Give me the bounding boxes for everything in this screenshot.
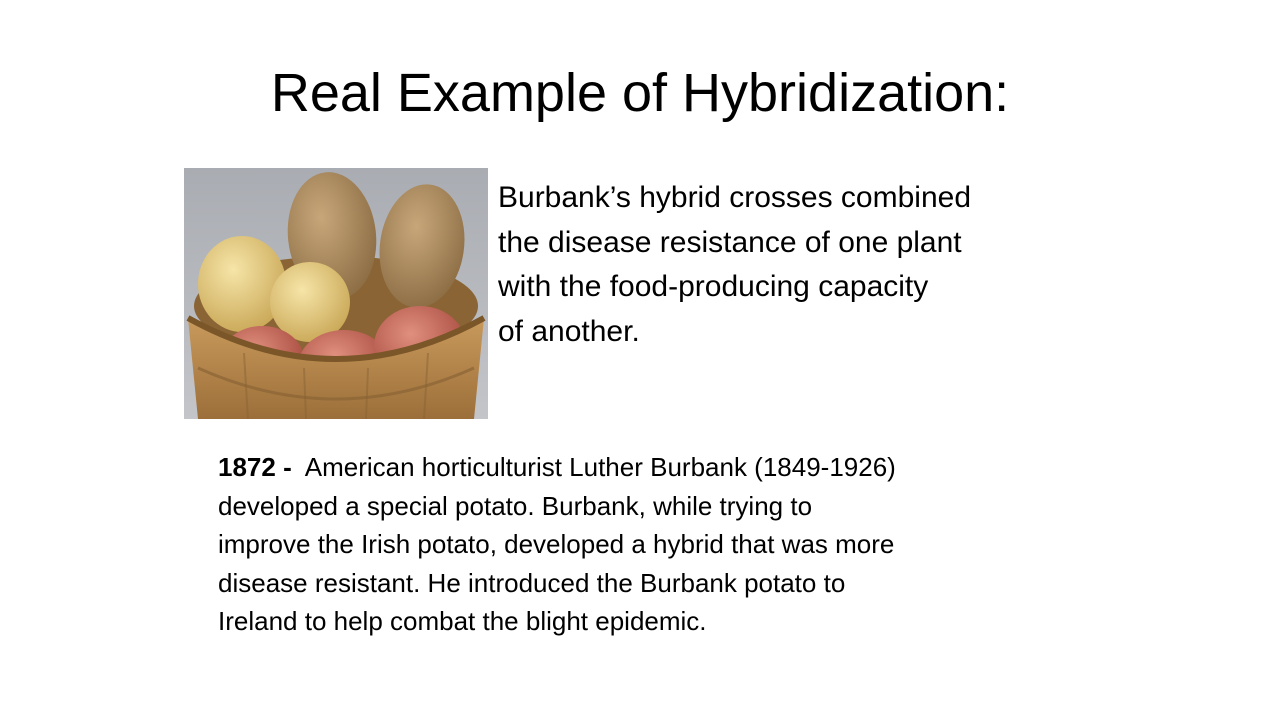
history-line: developed a special potato. Burbank, while trying to	[218, 490, 813, 521]
potato-basket-illustration	[184, 168, 488, 419]
history-first-line	[218, 448, 1118, 487]
intro-line: Burbank’s hybrid crosses combined	[498, 181, 972, 214]
intro-line: the disease resistance of one plant	[498, 225, 962, 259]
history-line: disease resistant. He introduced the Burbank potato to	[218, 567, 846, 598]
history-year: 1872 -	[218, 452, 292, 482]
history-paragraph	[218, 448, 1118, 641]
history-line: improve the Irish potato, developed a hybrid that was more	[218, 529, 895, 559]
history-first-line-text: American horticulturist Luther Burbank (1849-1926)	[304, 452, 896, 482]
slide-title: Real Example of Hybridization:	[270, 63, 1010, 123]
intro-line: with the food-producing capacity	[498, 270, 929, 303]
intro-paragraph	[498, 176, 1138, 354]
history-line: Ireland to help combat the blight epidemic.	[218, 606, 707, 636]
intro-line: of another.	[498, 314, 640, 348]
potato-basket-photo	[184, 168, 488, 419]
